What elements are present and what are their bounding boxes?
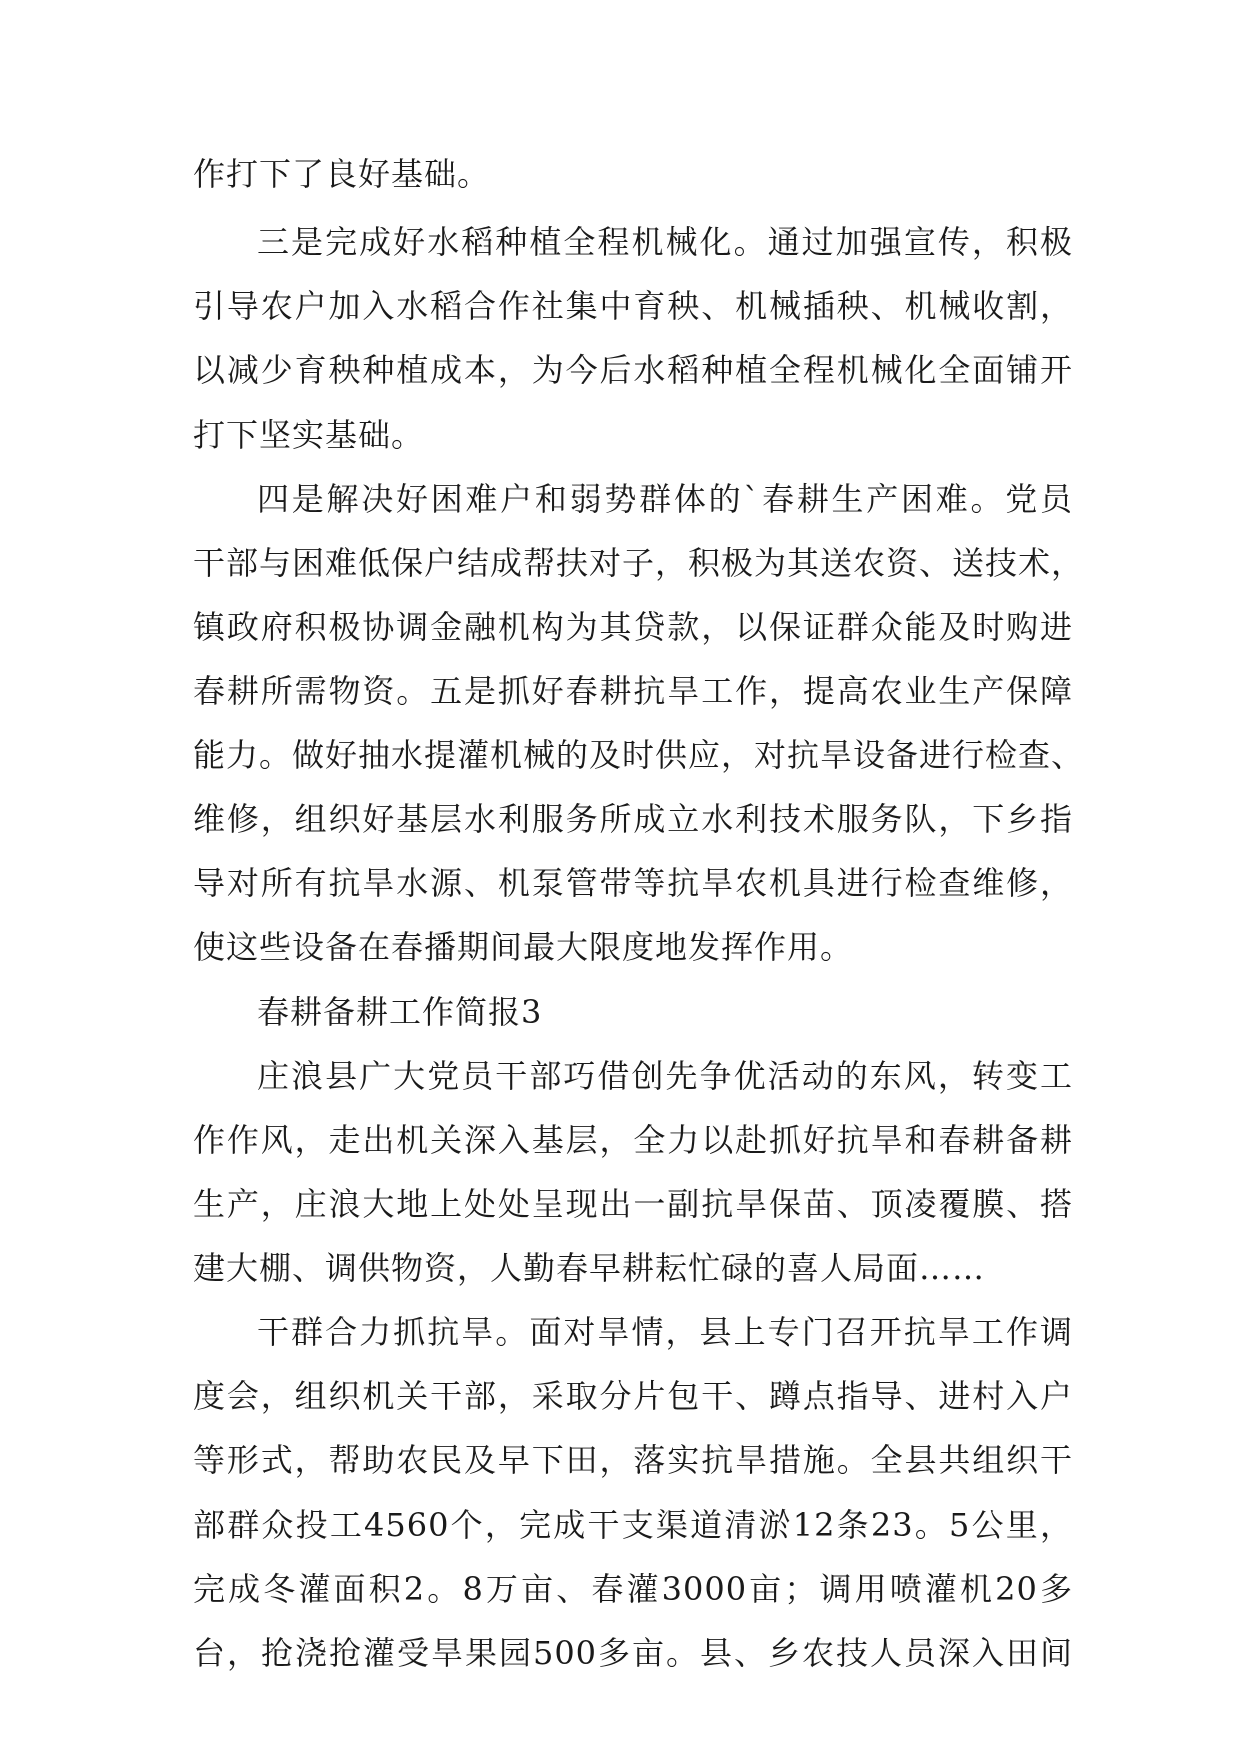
text-line-11: 维修，组织好基层水利服务所成立水利技术服务队，下乡指 [193,800,1073,838]
paragraph-drought-start: 干群合力抓抗旱。面对旱情，县上专门召开抗旱工作调 [257,1313,1073,1351]
text-line-10: 能力。做好抽水提灌机械的及时供应，对抗旱设备进行检查、 [193,736,1085,774]
text-line-8: 镇政府积极协调金融机构为其贷款，以保证群众能及时购进 [193,608,1073,646]
text-line-20: 度会，组织机关干部，采取分片包干、蹲点指导、进村入户 [193,1377,1073,1415]
section-title: 春耕备耕工作简报3 [257,993,543,1031]
text-line-9: 春耕所需物资。五是抓好春耕抗旱工作，提高农业生产保障 [193,672,1073,710]
text-line-23: 完成冬灌面积2。8万亩、春灌3000亩；调用喷灌机20多 [193,1570,1073,1608]
paragraph-three-start: 三是完成好水稻种植全程机械化。通过加强宣传，积极 [257,223,1073,261]
text-line-4: 以减少育秧种植成本，为今后水稻种植全程机械化全面铺开 [193,351,1073,389]
text-line-16: 作作风，走出机关深入基层，全力以赴抓好抗旱和春耕备耕 [193,1121,1073,1159]
paragraph-intro-start: 庄浪县广大党员干部巧借创先争优活动的东风，转变工 [257,1057,1073,1095]
text-line-7: 干部与困难低保户结成帮扶对子，积极为其送农资、送技术， [193,544,1085,582]
text-line-5: 打下坚实基础。 [193,416,425,454]
paragraph-four-start: 四是解决好困难户和弱势群体的`春耕生产困难。党员 [257,480,1073,518]
text-line-3: 引导农户加入水稻合作社集中育秧、机械插秧、机械收割， [193,287,1073,325]
text-line-21: 等形式，帮助农民及早下田，落实抗旱措施。全县共组织干 [193,1441,1073,1479]
text-line-22: 部群众投工4560个，完成干支渠道清淤12条23。5公里， [193,1506,1073,1544]
text-line-1: 作打下了良好基础。 [193,155,491,193]
text-line-13: 使这些设备在春播期间最大限度地发挥作用。 [193,928,854,966]
text-line-24: 台，抢浇抢灌受旱果园500多亩。县、乡农技人员深入田间 [193,1634,1073,1672]
text-line-17: 生产，庄浪大地上处处呈现出一副抗旱保苗、顶凌覆膜、搭 [193,1185,1073,1223]
text-line-18: 建大棚、调供物资，人勤春早耕耘忙碌的喜人局面…… [193,1249,986,1287]
text-line-12: 导对所有抗旱水源、机泵管带等抗旱农机具进行检查维修， [193,864,1073,902]
